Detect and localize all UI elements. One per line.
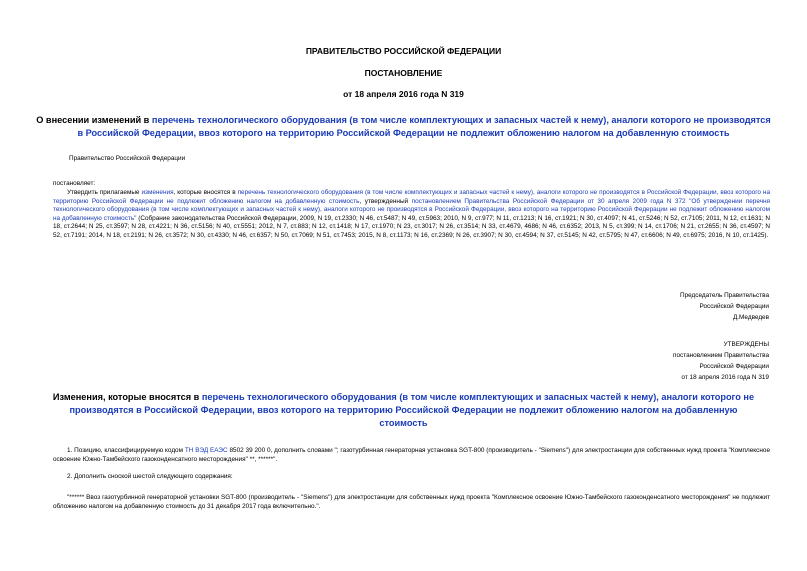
signature-block <box>680 290 769 323</box>
changes-link[interactable]: изменения <box>141 189 174 196</box>
approved-label: УТВЕРЖДЕНЫ <box>723 341 769 348</box>
preamble-verb: постановляет: <box>53 180 96 187</box>
signature-position-2: Российской Федерации <box>699 303 769 310</box>
decree-link[interactable]: постановлением Правительства Российской Федерации от 30 апреля 2009 года N 372 "Об утверждении перечня технологического оборудования (в том числе комплектующих и запасных частей к нему), аналоги которого не производятся в Российской Федерации, ввоз которого на территорию Российской Федерации не подлежит обложению налогом на добавленную стоимость" <box>53 197 771 222</box>
item-1-text-2: 8502 39 200 0, дополнить словами "; газотурбинная генераторная установка SGT-800 (производитель - "Siemens") для электростанции для собственных нужд проекта "Комплексное освоение Южно-Тамбейского газоконденсатного месторождения" **, ******". <box>53 447 770 463</box>
title-prefix: О внесении изменений в <box>36 115 152 125</box>
approved-line-3: от 18 апреля 2016 года N 319 <box>681 374 769 381</box>
document-type: ПОСТАНОВЛЕНИЕ <box>364 68 443 78</box>
list-link[interactable]: перечень технологического оборудования (в том числе комплектующих и запасных частей к нему), аналоги которого не производятся в Российской Федерации, ввоз которого на территорию Российской Федерации не подлежит обложению налогом на добавленную стоимость <box>53 189 771 205</box>
item-2: 2. Дополнить сноской шестой следующего содержания: <box>67 473 233 480</box>
approved-line-2: Российской Федерации <box>699 363 769 370</box>
government-name: ПРАВИТЕЛЬСТВО РОССИЙСКОЙ ФЕДЕРАЦИИ <box>305 46 502 56</box>
approved-line-1: постановлением Правительства <box>673 352 769 359</box>
paragraph-text-1: Утвердить прилагаемые <box>67 189 142 196</box>
document-title <box>36 114 771 140</box>
paragraph-text-2: , которые вносятся в <box>173 189 238 196</box>
preamble-subject: Правительство Российской Федерации <box>69 155 186 162</box>
paragraph-text-4: (Собрание законодательства Российской Федерации, 2009, N 19, ст.2330; N 46, ст.5487; N 49, ст.5963; 2010, N 9, ст.977; N 11, ст.1213; N 16, ст.1921; N 30, ст.4097; N 41, ст.5246; N 52, ст.7105; 2011, N 12, ст.1631; N 18, ст.2644; N 25, ст.3597; N 28, ст.4221; N 36, ст.5156; N 40, ст.5551; 2012, N 7, ст.883; N 12, ст.1418; N 17, ст.1970; N 23, ст.3017; N 26, ст.3514; N 33, ст.4679, 4686; N 46, ст.6352; 2013, N 5, ст.399; N 14, ст.1706; N 21, ст.2655; N 36, ст.4597; N 52, ст.7191; 2014, N 18, ст.2191; N 26, ст.3572; N 30, ст.4330; N 46, ст.6357; N 50, ст.7069; N 51, ст.7453; 2015, N 8, ст.1173; N 16, ст.2369; N 26, ст.3907; N 30, ст.4594; N 37, ст.5145; N 42, ст.5795; N 47, ст.6606; N 49, ст.6975; 2016, N 10, ст.1425). <box>53 214 770 239</box>
item-1-text-1: 1. Позицию, классифицируемую кодом <box>67 447 185 454</box>
document-date: от 18 апреля 2016 года N 319 <box>343 89 464 99</box>
signature-name: Д.Медведев <box>732 314 769 321</box>
main-paragraph <box>53 189 770 241</box>
changes-title-link[interactable]: перечень технологического оборудования (в том числе комплектующих и запасных частей к нему), аналоги которого не производятся в Российской Федерации, ввоз которого на территорию Российской Федерации не подлежит обложению налогом на добавленную стоимость <box>69 392 755 428</box>
changes-title <box>52 391 755 430</box>
item-1 <box>53 447 770 464</box>
changes-title-prefix: Изменения, которые вносятся в <box>52 392 202 402</box>
paragraph-text-3: , утвержденный <box>359 197 412 205</box>
signature-position-1: Председатель Правительства <box>680 292 769 299</box>
tnved-link[interactable]: ТН ВЭД ЕАЭС <box>184 447 228 454</box>
title-link[interactable]: перечень технологического оборудования (в том числе комплектующих и запасных частей к нему), аналоги которого не производятся в Российской Федерации, ввоз которого на территорию Российской Федерации не подлежит обложению налогом на добавленную стоимость <box>77 115 771 138</box>
footnote-text: "****** Ввоз газотурбинной генераторной установки SGT-800 (производитель - "Siemens") для электростанции для собственных нужд проекта "Комплексное освоение Южно-Тамбейского газоконденсатного месторождения" не подлежит обложению налогом на добавленную стоимость до 31 декабря 2017 года включительно.". <box>53 494 770 510</box>
approved-block <box>673 339 769 383</box>
